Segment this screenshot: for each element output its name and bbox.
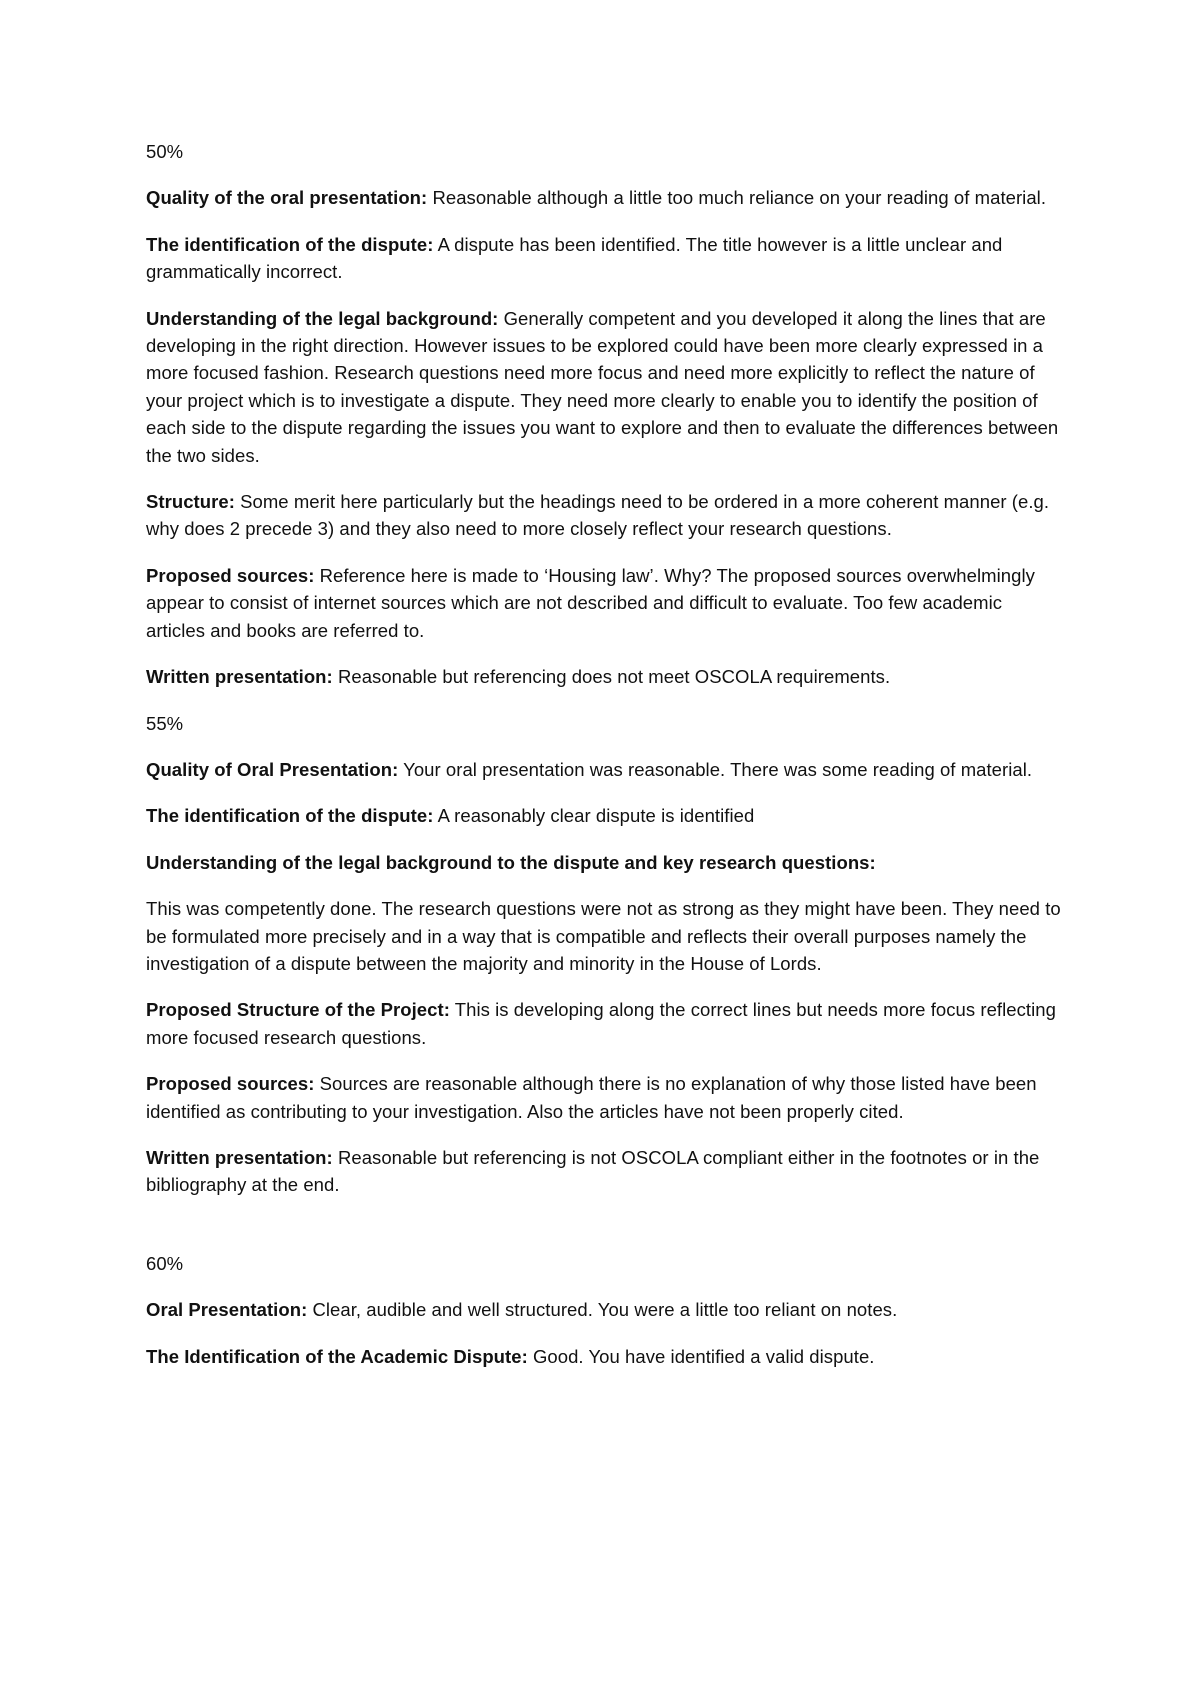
criterion-label: Oral Presentation: [146,1299,308,1321]
criterion-label: Proposed Structure of the Project: [146,999,450,1021]
document-body [146,138,1061,1389]
feedback-paragraph [146,802,1061,829]
grade-heading: 60% [146,1252,184,1274]
criterion-label: Proposed sources: [146,1073,315,1095]
criterion-label: Quality of the oral presentation: [146,187,428,209]
criterion-comment: Sources are reasonable although there is no explanation of why those listed have been identified as contributing to your investigation. Also the articles have not been properly cited. [146,1073,1037,1122]
criterion-comment: This is developing along the correct lines but needs more focus reflecting more focused research questions. [146,999,1056,1048]
feedback-paragraph [146,1343,1061,1370]
criterion-label: Written presentation: [146,1146,333,1168]
feedback-paragraph [146,488,1061,543]
criterion-comment: This was competently done. The research questions were not as strong as they might have been. They need to be formulated more precisely and in a way that is compatible and reflects their overall purposes namely the investigation of a dispute between the majority and minority in the House of Lords. [146,898,1061,974]
feedback-paragraph [146,305,1061,469]
grade-heading: 55% [146,712,184,734]
grade-heading: 50% [146,141,184,162]
criterion-label: The Identification of the Academic Dispute: [146,1345,528,1367]
feedback-paragraph [146,663,1061,690]
feedback-paragraph [146,562,1061,644]
feedback-paragraph [146,1070,1061,1125]
feedback-paragraph [146,184,1061,211]
criterion-label: The identification of the dispute: [146,805,434,827]
criterion-comment: Some merit here particularly but the headings need to be ordered in a more coherent manner (e.g. why does 2 precede 3) and they also need to more closely reflect your research questions. [146,491,1050,540]
criterion-comment: A dispute has been identified. The title however is a little unclear and grammatically incorrect. [146,233,1003,283]
criterion-label: Written presentation: [146,666,333,688]
criterion-label: The identification of the dispute: [146,233,434,255]
criterion-label: Structure: [146,491,235,513]
feedback-paragraph [146,895,1061,977]
criterion-comment: Reasonable although a little too much reliance on your reading of material. [427,187,1047,209]
feedback-paragraph [146,231,1061,286]
feedback-paragraph [146,1144,1061,1199]
criterion-label: Understanding of the legal background to the dispute and key research questions: [146,851,876,873]
criterion-comment: Reasonable but referencing is not OSCOLA compliant either in the footnotes or in the bibliography at the end. [146,1146,1040,1196]
criterion-label: Quality of Oral Presentation: [146,758,399,780]
criterion-comment: Clear, audible and well structured. You were a little too reliant on notes. [307,1299,898,1321]
criterion-comment: Good. You have identified a valid dispute. [527,1345,875,1367]
criterion-label: Proposed sources: [146,564,315,586]
feedback-paragraph [146,849,1061,876]
criterion-label: Understanding of the legal background: [146,307,499,329]
criterion-comment: Reference here is made to ‘Housing law’. Why? The proposed sources overwhelmingly appear to consist of internet sources which are not described and difficult to evaluate. Too few academic articles and books are referred to. [146,564,1035,641]
criterion-comment: A reasonably clear dispute is identified [433,805,755,827]
criterion-comment: Reasonable but referencing does not meet OSCOLA requirements. [332,666,891,688]
feedback-paragraph [146,996,1061,1051]
criterion-comment: Your oral presentation was reasonable. There was some reading of material. [398,758,1033,780]
feedback-paragraph [146,756,1061,783]
feedback-paragraph [146,1296,1061,1323]
criterion-comment: Generally competent and you developed it along the lines that are developing in the right direction. However issues to be explored could have been more clearly expressed in a more focused fashion. Research questions need more focus and need more explicitly to reflect the nature of your project which is to investigate a dispute. They need more clearly to enable you to identify the position of each side to the dispute regarding the issues you want to explore and then to evaluate the differences between the two sides. [146,307,1059,466]
